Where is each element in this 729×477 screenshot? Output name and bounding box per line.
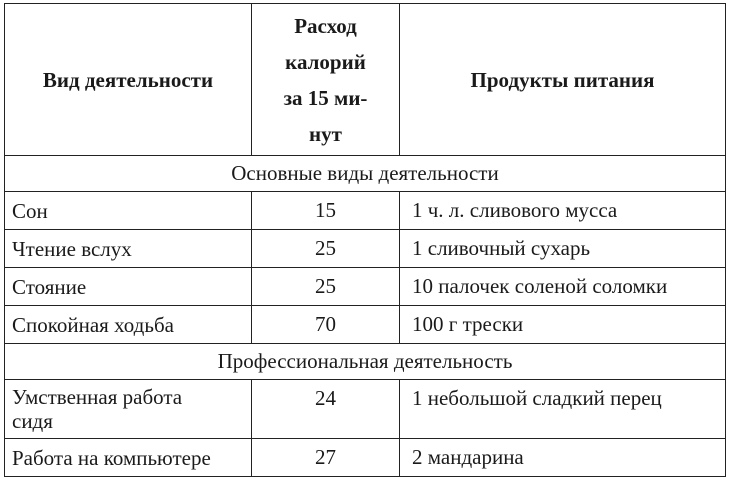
activity-line: Умственная работа xyxy=(12,385,183,409)
header-calories-line: нут xyxy=(309,121,342,146)
food-cell: 1 сливочный сухарь xyxy=(400,230,726,268)
table-row xyxy=(5,268,726,306)
food-cell: 2 мандарина xyxy=(400,439,726,477)
header-calories-line: за 15 ми- xyxy=(283,85,368,110)
activity-line: сидя xyxy=(12,409,53,433)
activity-cell: Чтение вслух xyxy=(5,230,252,268)
table-row xyxy=(5,230,726,268)
calories-cell: 24 xyxy=(252,380,400,439)
table-row xyxy=(5,380,726,439)
food-cell: 1 ч. л. сливового мусса xyxy=(400,192,726,230)
activity-cell xyxy=(5,380,252,439)
section-row xyxy=(5,344,726,380)
calories-cell: 25 xyxy=(252,230,400,268)
header-calories xyxy=(252,4,400,156)
food-cell: 1 небольшой сладкий перец xyxy=(400,380,726,439)
calories-cell: 25 xyxy=(252,268,400,306)
section-row xyxy=(5,156,726,192)
activity-cell: Стояние xyxy=(5,268,252,306)
calorie-table xyxy=(4,3,726,477)
calories-cell: 15 xyxy=(252,192,400,230)
table-row xyxy=(5,192,726,230)
header-activity: Вид деятельности xyxy=(5,4,252,156)
calories-cell: 70 xyxy=(252,306,400,344)
food-cell: 100 г трески xyxy=(400,306,726,344)
section-title: Профессиональная деятельность xyxy=(5,344,726,380)
header-row xyxy=(5,4,726,156)
header-calories-line: Расход xyxy=(294,13,357,38)
activity-cell: Работа на компьютере xyxy=(5,439,252,477)
header-food: Продукты питания xyxy=(400,4,726,156)
activity-cell: Спокойная ходьба xyxy=(5,306,252,344)
table-row xyxy=(5,306,726,344)
header-calories-line: калорий xyxy=(285,49,366,74)
food-cell: 10 палочек соленой соломки xyxy=(400,268,726,306)
section-title: Основные виды деятельности xyxy=(5,156,726,192)
calories-cell: 27 xyxy=(252,439,400,477)
activity-cell: Сон xyxy=(5,192,252,230)
